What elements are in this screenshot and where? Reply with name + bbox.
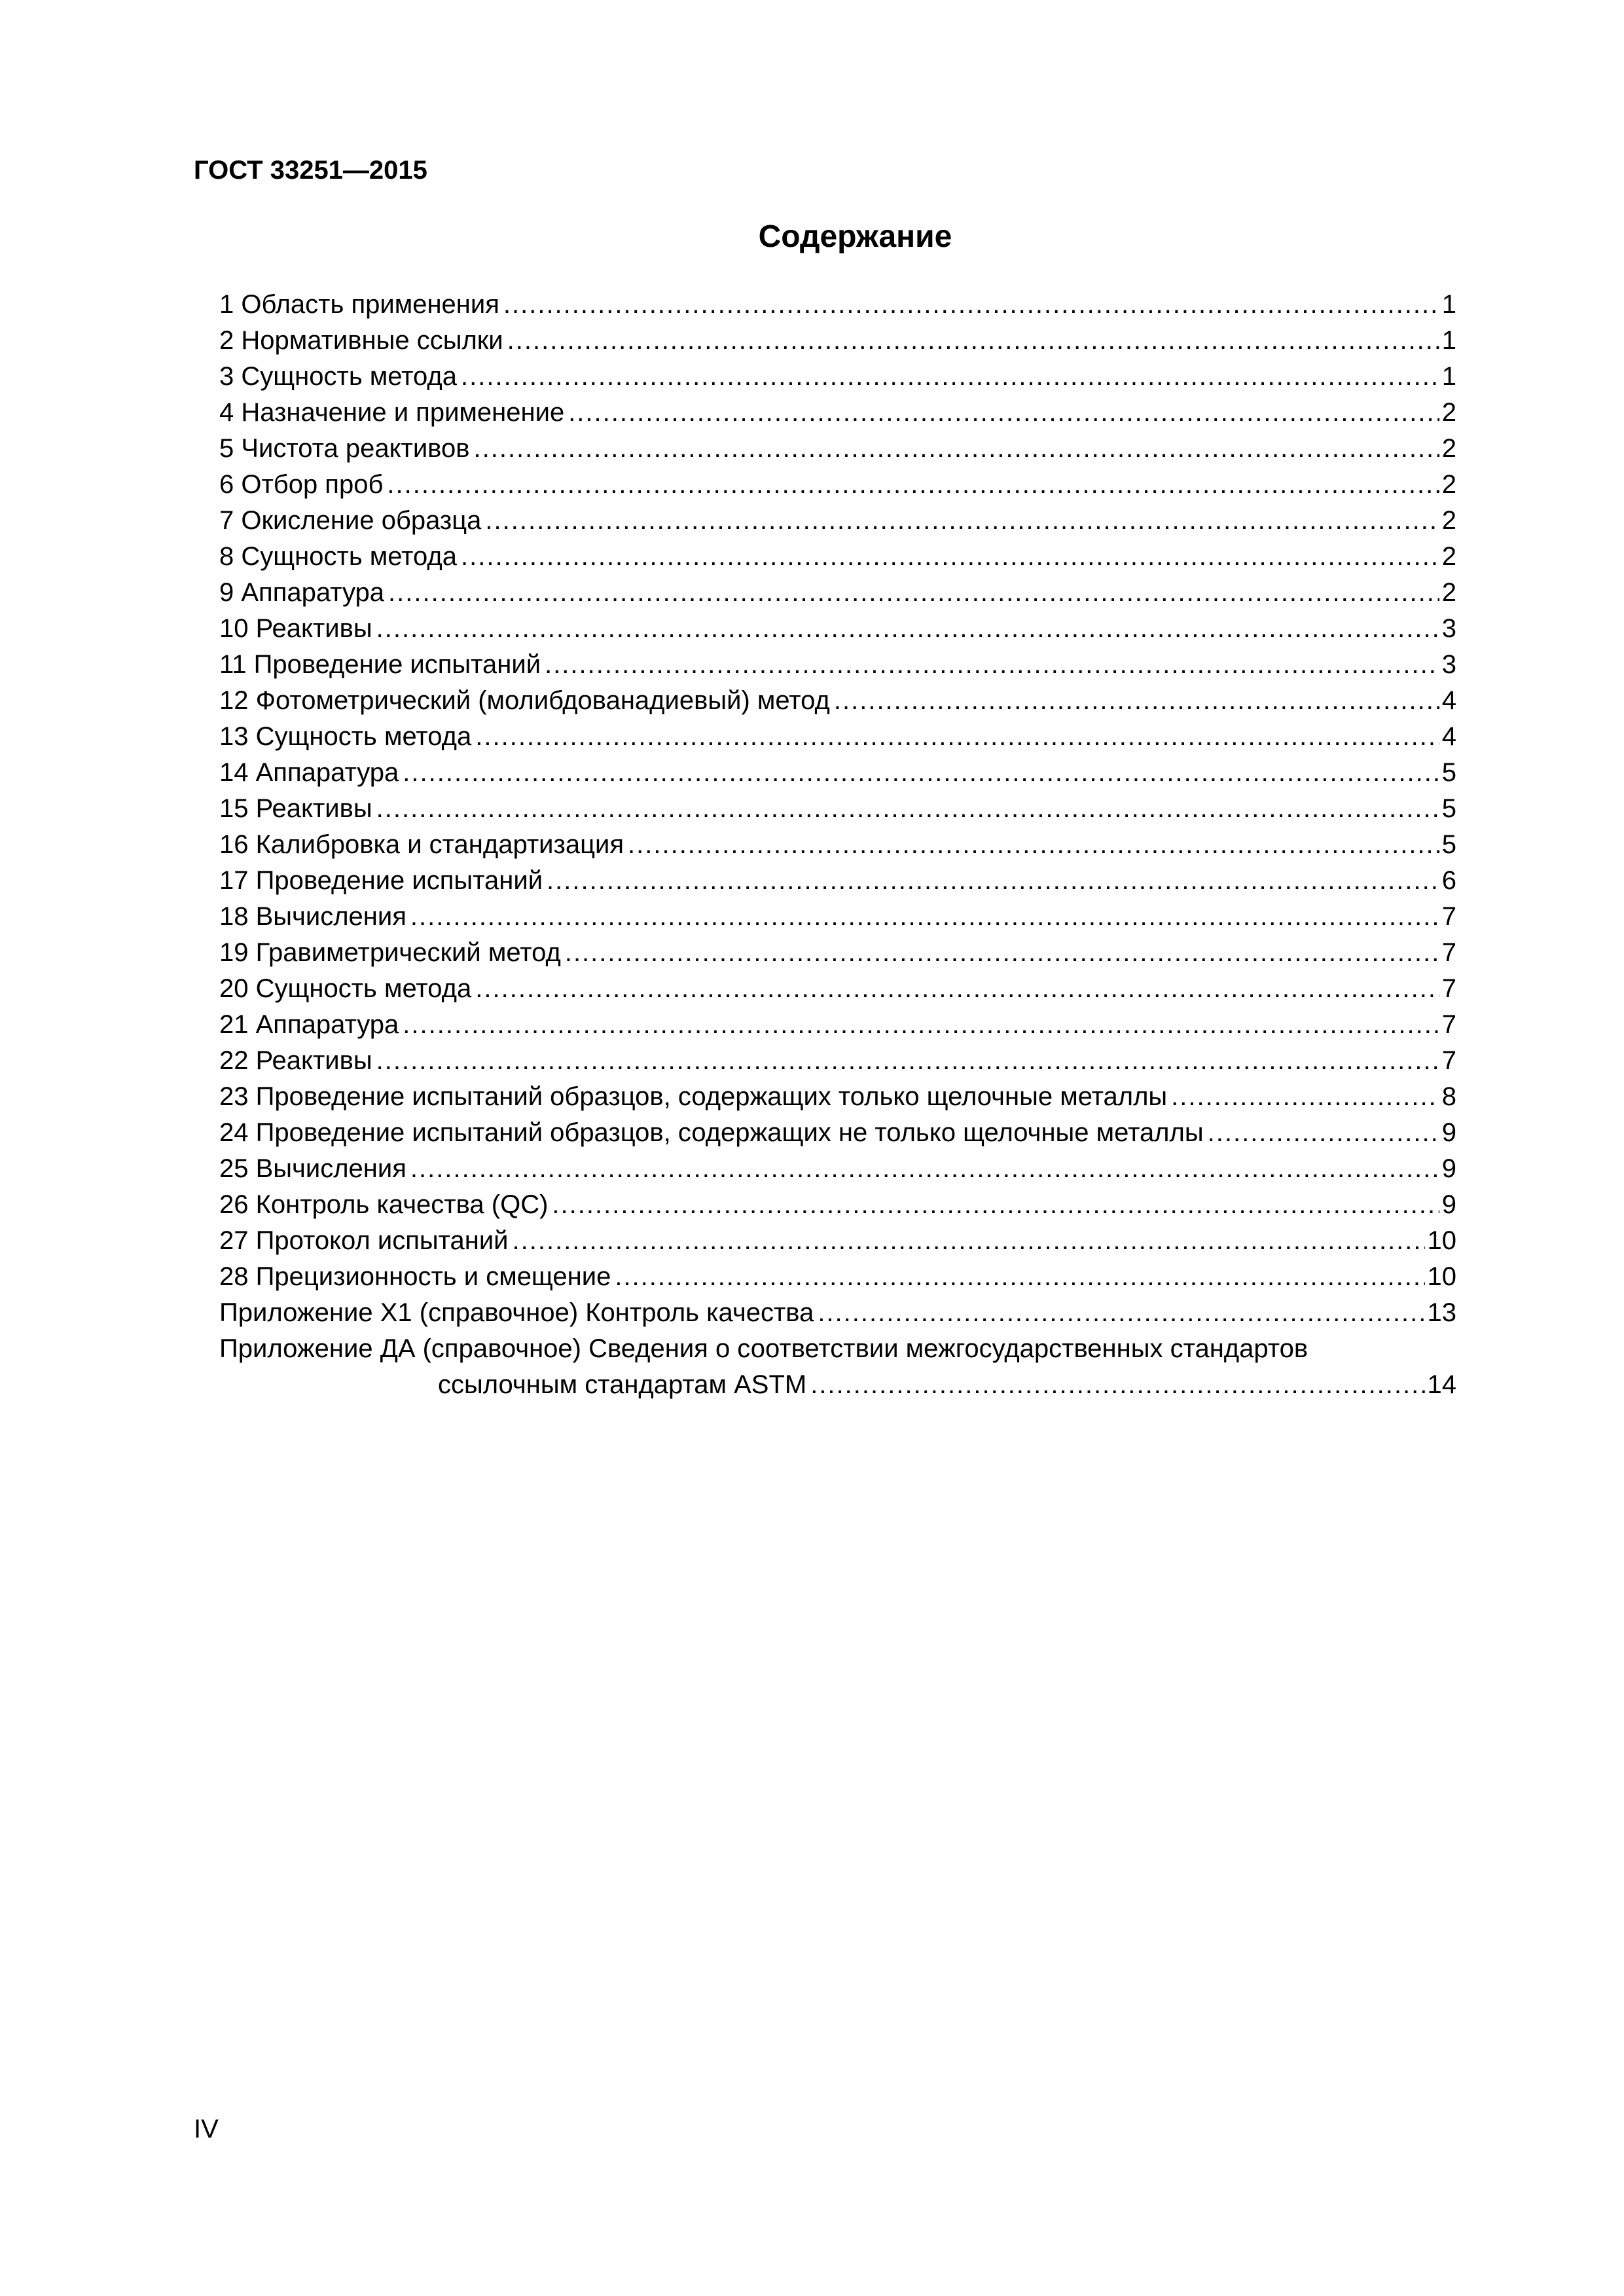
toc-entry	[219, 1223, 1456, 1259]
toc-leader-dots	[410, 1151, 1439, 1187]
toc-leader-dots	[1171, 1079, 1439, 1115]
toc-entry-page: 5	[1441, 758, 1456, 787]
toc-title: Содержание	[758, 219, 952, 254]
toc-leader-dots	[403, 1007, 1439, 1043]
toc-entry-label: 26 Контроль качества (QC)	[219, 1190, 549, 1219]
toc-entry-page: 2	[1441, 434, 1456, 463]
toc-entry-page: 2	[1441, 470, 1456, 499]
toc-leader-dots	[545, 647, 1439, 683]
page-number: IV	[194, 2115, 219, 2143]
toc-entry-label: 5 Чистота реактивов	[219, 434, 470, 463]
toc-entry	[219, 647, 1456, 683]
toc-leader-dots	[485, 503, 1439, 539]
toc-entry-page: 2	[1441, 398, 1456, 427]
toc-leader-dots	[461, 539, 1439, 575]
toc-entry	[219, 287, 1456, 323]
toc-leader-dots	[388, 575, 1439, 611]
toc-entry-page: 1	[1441, 326, 1456, 355]
toc-entry-appendix-da-continuation	[219, 1367, 1456, 1403]
toc-leader-dots	[552, 1187, 1439, 1223]
toc-leader-dots	[376, 1043, 1439, 1079]
toc-entry-label: 2 Нормативные ссылки	[219, 326, 503, 355]
toc-entry	[219, 1187, 1456, 1223]
toc-entry	[219, 1259, 1456, 1295]
toc-entry-page: 1	[1441, 362, 1456, 391]
toc-entry-page: 2	[1441, 542, 1456, 571]
table-of-contents	[219, 287, 1456, 1403]
toc-entry-page: 10	[1427, 1226, 1456, 1255]
toc-entry-label: 3 Сущность метода	[219, 362, 458, 391]
toc-entry-label: 27 Протокол испытаний	[219, 1226, 509, 1255]
toc-entry-label: 17 Проведение испытаний	[219, 866, 543, 895]
toc-leader-dots	[615, 1259, 1424, 1295]
toc-entry	[219, 863, 1456, 899]
toc-leader-dots	[810, 1367, 1424, 1403]
toc-entry-label: 15 Реактивы	[219, 794, 372, 823]
toc-entry-page: 7	[1441, 902, 1456, 931]
toc-entry-label: 20 Сущность метода	[219, 974, 472, 1003]
toc-entry	[219, 431, 1456, 467]
toc-entry-page: 10	[1427, 1262, 1456, 1291]
toc-entry-page: 9	[1441, 1154, 1456, 1183]
toc-leader-dots	[565, 935, 1439, 971]
toc-leader-dots	[475, 719, 1439, 755]
toc-leader-dots	[473, 431, 1439, 467]
toc-entry	[219, 359, 1456, 395]
toc-entry-page: 7	[1441, 1010, 1456, 1039]
toc-leader-dots	[376, 791, 1439, 827]
toc-entry-label: Приложение ДА (справочное) Сведения о соответствии межгосударственных стандартов	[219, 1334, 1308, 1363]
toc-entry	[219, 503, 1456, 539]
toc-leader-dots	[547, 863, 1439, 899]
toc-entry	[219, 1151, 1456, 1187]
toc-entry-page: 1	[1441, 290, 1456, 319]
toc-entry	[219, 467, 1456, 503]
toc-entry-page: 14	[1427, 1370, 1456, 1399]
toc-entry-page: 5	[1441, 794, 1456, 823]
toc-entry-page: 2	[1441, 578, 1456, 607]
toc-entry-label: ссылочным стандартам ASTM	[438, 1370, 807, 1399]
toc-entry	[219, 755, 1456, 791]
toc-entry	[219, 611, 1456, 647]
toc-leader-dots	[475, 971, 1439, 1007]
toc-leader-dots	[1208, 1115, 1439, 1151]
toc-entry-page: 7	[1441, 974, 1456, 1003]
toc-leader-dots	[513, 1223, 1425, 1259]
toc-entry-label: 16 Калибровка и стандартизация	[219, 830, 624, 859]
toc-entry	[219, 395, 1456, 431]
toc-entry-page: 4	[1441, 722, 1456, 751]
toc-leader-dots	[403, 755, 1439, 791]
toc-entry-label: 14 Аппаратура	[219, 758, 399, 787]
toc-entry-page: 2	[1441, 506, 1456, 535]
toc-entry-label: 19 Гравиметрический метод	[219, 938, 561, 967]
document-code: ГОСТ 33251—2015	[194, 156, 427, 185]
toc-entry-page: 3	[1441, 614, 1456, 643]
toc-entry	[219, 899, 1456, 935]
toc-entry-page: 6	[1441, 866, 1456, 895]
toc-entry-label: 9 Аппаратура	[219, 578, 385, 607]
toc-leader-dots	[568, 395, 1439, 431]
toc-entry	[219, 323, 1456, 359]
toc-entry	[219, 1007, 1456, 1043]
toc-entry	[219, 1043, 1456, 1079]
toc-entry-label: 6 Отбор проб	[219, 470, 384, 499]
toc-entry-page: 9	[1441, 1190, 1456, 1219]
toc-entry-label: 23 Проведение испытаний образцов, содержащих только щелочные металлы	[219, 1082, 1168, 1111]
toc-leader-dots	[818, 1295, 1424, 1331]
toc-leader-dots	[376, 611, 1439, 647]
toc-entry-page: 13	[1427, 1298, 1456, 1327]
toc-leader-dots	[387, 467, 1439, 503]
toc-entry	[219, 719, 1456, 755]
toc-entry	[219, 1115, 1456, 1151]
toc-entry-page: 4	[1441, 686, 1456, 715]
toc-entry	[219, 1295, 1456, 1331]
toc-leader-dots	[461, 359, 1439, 395]
toc-entry-label: 10 Реактивы	[219, 614, 372, 643]
toc-entry-label: 11 Проведение испытаний	[219, 650, 541, 679]
toc-entry-page: 5	[1441, 830, 1456, 859]
toc-leader-dots	[628, 827, 1439, 863]
toc-entry-label: 18 Вычисления	[219, 902, 406, 931]
toc-entry	[219, 539, 1456, 575]
toc-entry-page: 7	[1441, 1046, 1456, 1075]
toc-entry-label: 25 Вычисления	[219, 1154, 406, 1183]
toc-leader-dots	[410, 899, 1439, 935]
toc-entry-label: 4 Назначение и применение	[219, 398, 565, 427]
toc-entry	[219, 575, 1456, 611]
toc-entry-label: 13 Сущность метода	[219, 722, 472, 751]
toc-entry	[219, 971, 1456, 1007]
toc-leader-dots	[834, 683, 1439, 719]
toc-entry-label: 24 Проведение испытаний образцов, содержащих не только щелочные металлы	[219, 1118, 1204, 1147]
toc-entry	[219, 935, 1456, 971]
toc-entry-label: 1 Область применения	[219, 290, 499, 319]
toc-entry-label: 12 Фотометрический (молибдованадиевый) метод	[219, 686, 830, 715]
toc-leader-dots	[503, 287, 1439, 323]
toc-entry-label: 22 Реактивы	[219, 1046, 372, 1075]
toc-entry-page: 9	[1441, 1118, 1456, 1147]
toc-leader-dots	[507, 323, 1439, 359]
toc-entry-label: Приложение X1 (справочное) Контроль качества	[219, 1298, 814, 1327]
toc-entry	[219, 791, 1456, 827]
toc-entry	[219, 683, 1456, 719]
toc-entry-page: 3	[1441, 650, 1456, 679]
toc-entry	[219, 827, 1456, 863]
toc-entry-page: 8	[1441, 1082, 1456, 1111]
toc-entry-label: 28 Прецизионность и смещение	[219, 1262, 611, 1291]
toc-entry-appendix-da	[219, 1331, 1456, 1367]
toc-entry-label: 7 Окисление образца	[219, 506, 482, 535]
toc-entry-page: 7	[1441, 938, 1456, 967]
toc-entry-label: 8 Сущность метода	[219, 542, 458, 571]
toc-entry	[219, 1079, 1456, 1115]
toc-entry-label: 21 Аппаратура	[219, 1010, 399, 1039]
